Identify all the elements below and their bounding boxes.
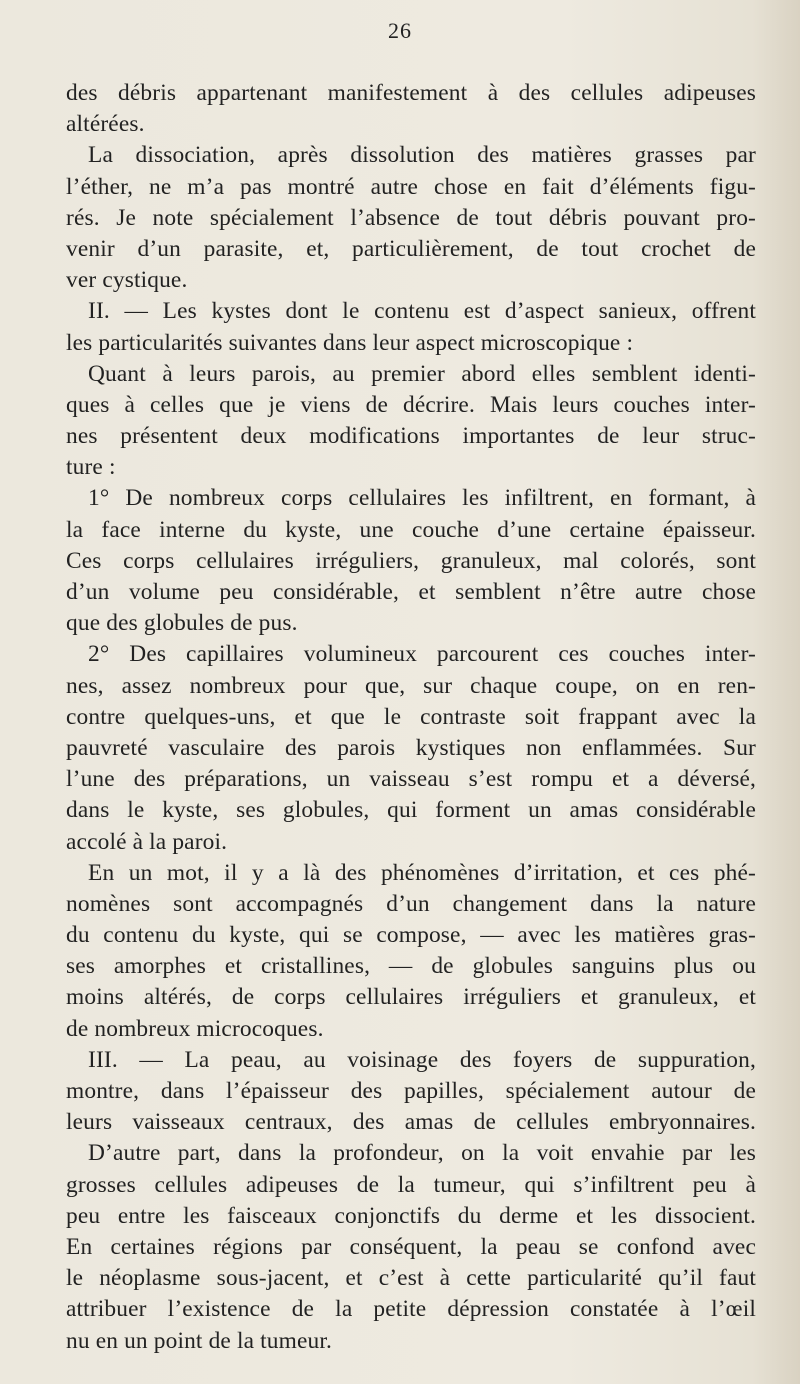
text-line: rés. Je note spécialement l’absence de tout débris pouvant pro-: [66, 204, 756, 231]
text-line: En un mot, il y a là des phénomènes d’irritation, et ces phé-: [88, 859, 756, 886]
text-line: du contenu du kyste, qui se compose, — avec les matières gras-: [66, 922, 756, 949]
text-line: leurs vaisseaux centraux, des amas de cellules embryonnaires.: [66, 1109, 756, 1136]
text-line: ver cystique.: [66, 267, 188, 294]
text-line: venir d’un parasite, et, particulièrement, de tout crochet de: [66, 235, 756, 262]
text-line: II. — Les kystes dont le contenu est d’aspect sanieux, offrent: [88, 298, 756, 325]
body-text: [66, 78, 756, 1357]
text-line: l’une des préparations, un vaisseau s’est rompu et a déversé,: [66, 766, 756, 793]
text-line: 1° De nombreux corps cellulaires les infiltrent, en formant, à: [88, 485, 756, 512]
page-number: 26: [388, 18, 412, 43]
text-line: nomènes sont accompagnés d’un changement dans la nature: [66, 890, 756, 917]
text-line: d’un volume peu considérable, et semblent n’être autre chose: [66, 579, 756, 605]
text-line: les particularités suivantes dans leur aspect microscopique :: [66, 329, 634, 356]
text-line: le néoplasme sous-jacent, et c’est à cette particularité qu’il faut: [66, 1265, 756, 1292]
text-line: des débris appartenant manifestement à des cellules adipeuses: [66, 80, 756, 106]
text-line: ses amorphes et cristallines, — de globules sanguins plus ou: [66, 953, 756, 980]
text-line: altérées.: [66, 111, 145, 138]
text-line: La dissociation, après dissolution des matières grasses par: [88, 142, 756, 169]
text-line: grosses cellules adipeuses de la tumeur, qui s’infiltrent peu à: [66, 1171, 756, 1198]
text-line: ture :: [66, 454, 116, 481]
text-line: peu entre les faisceaux conjonctifs du derme et les dissocient.: [66, 1202, 756, 1229]
text-line: contre quelques-uns, et que le contraste soit frappant avec la: [66, 703, 756, 730]
text-line: nes présentent deux modifications importantes de leur struc-: [66, 423, 756, 450]
text-line: nu en un point de la tumeur.: [66, 1327, 332, 1354]
text-line: que des globules de pus.: [66, 610, 298, 637]
text-line: 2° Des capillaires volumineux parcourent ces couches inter-: [88, 641, 756, 668]
text-line: ques à celles que je viens de décrire. Mais leurs couches inter-: [66, 391, 756, 418]
text-line: pauvreté vasculaire des parois kystiques non enflammées. Sur: [66, 734, 756, 761]
text-line: montre, dans l’épaisseur des papilles, spécialement autour de: [66, 1078, 756, 1104]
text-line: Ces corps cellulaires irréguliers, granuleux, mal colorés, sont: [66, 547, 756, 574]
text-line: dans le kyste, ses globules, qui forment un amas considérable: [66, 797, 756, 824]
text-line: attribuer l’existence de la petite dépression constatée à l’œil: [66, 1296, 756, 1323]
text-line: accolé à la paroi.: [66, 828, 228, 855]
text-line: moins altérés, de corps cellulaires irréguliers et granuleux, et: [66, 984, 756, 1011]
text-line: de nombreux microcoques.: [66, 1015, 324, 1042]
text-line: l’éther, ne m’a pas montré autre chose en fait d’éléments figu-: [66, 173, 756, 200]
text-line: la face interne du kyste, une couche d’une certaine épaisseur.: [66, 516, 756, 543]
text-line: Quant à leurs parois, au premier abord elles semblent identi-: [88, 360, 756, 387]
text-line: En certaines régions par conséquent, la peau se confond avec: [66, 1233, 756, 1260]
text-line: D’autre part, dans la profondeur, on la voit envahie par les: [88, 1140, 756, 1167]
text-line: III. — La peau, au voisinage des foyers de suppuration,: [88, 1046, 756, 1073]
text-line: nes, assez nombreux pour que, sur chaque coupe, on en ren-: [66, 672, 756, 699]
